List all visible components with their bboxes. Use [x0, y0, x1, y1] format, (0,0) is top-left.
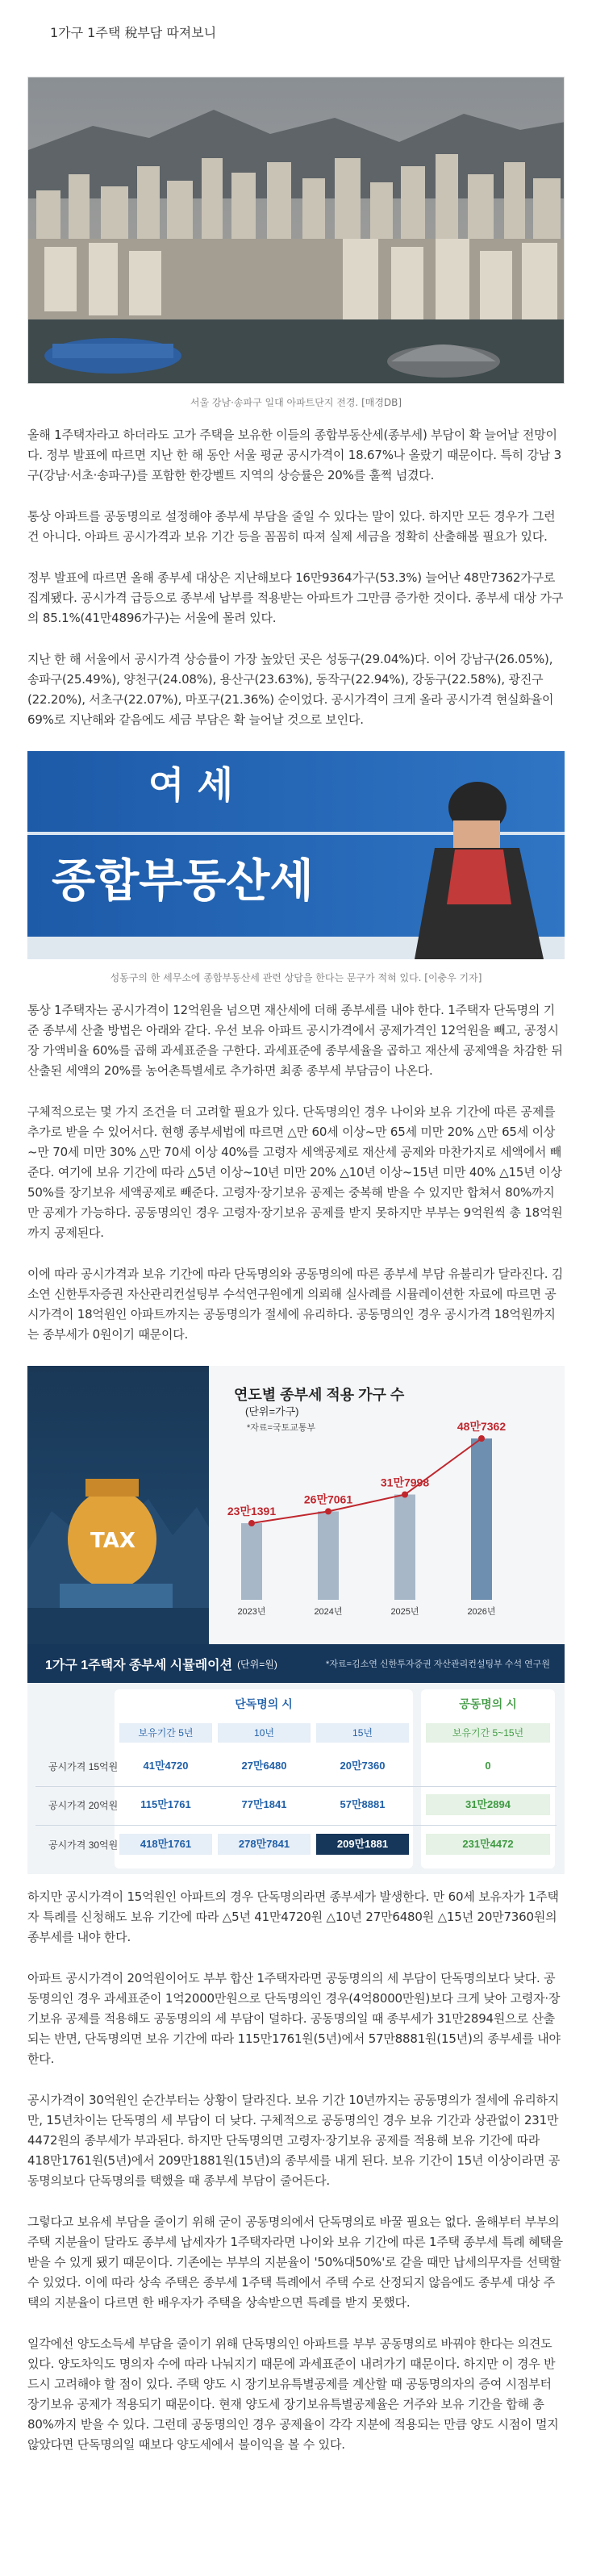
table-cell: 57만8881	[340, 1798, 386, 1810]
col-header: 10년	[218, 1723, 311, 1743]
chart-point	[478, 1435, 485, 1442]
paragraph: 통상 아파트를 공동명의로 설정해야 종부세 부담을 줄일 수 있다는 말이 있다. 하지만 모든 경우가 그런 건 아니다. 아파트 공시가격과 보유 기간 등을 꼼꼼히 따져 실제 세금을 정확히 산출해볼 필요가 있다.	[27, 509, 556, 544]
chart-data-label: 31만7998	[380, 1476, 430, 1489]
row-label: 공시가격 30억원	[48, 1839, 119, 1851]
chart-title: 연도별 종부세 적용 가구 수	[234, 1387, 405, 1403]
chart-panel	[27, 1366, 565, 1644]
chart-data-label: 48만7362	[457, 1420, 507, 1433]
simulation-header	[27, 1644, 565, 1683]
table-cell: 20만7360	[340, 1760, 386, 1772]
paragraph: 공시가격이 30억원인 순간부터는 상황이 달라진다. 보유 기간 10년까지는 공동명의가 절세에 유리하지만, 15년차이는 단독명의 세 부담이 더 낮다. 구체적으로 공동명의인 경우 보유 기간과 상관없이 231만4472원의 종부세가 부과된다. 하지만 단독명의면 고령자·장기보유 공제를 적용해 보유 기간에 따라 418만1761원(5년)에서 209만1881원(15년)의 종부세를 내게 된다. 보유 기간이 15년 이상이라면 공동명의보다 단독명의를 택했을 때 종부세 부담이 줄어든다.	[27, 2093, 561, 2188]
chart-source: *자료=국토교통부	[247, 1423, 316, 1433]
chart-point	[325, 1508, 331, 1514]
table-cell: 0	[485, 1760, 491, 1772]
sign-text: 종합부동산세	[52, 855, 314, 908]
table-cell-highlight: 31만2894	[426, 1794, 550, 1815]
chart-bar	[318, 1511, 339, 1600]
chart-point	[402, 1492, 408, 1498]
paragraph: 정부 발표에 따르면 올해 종부세 대상은 지난해보다 16만9364가구(53.3%) 늘어난 48만7362가구로 집계됐다. 공시가격 급등으로 종부세 납부를 적용받는 아파트가 그만큼 증가한 것이다. 종부세 대상 가구의 85.1%(41만4896가구)는 서울에 몰려 있다.	[27, 570, 564, 625]
svg-text:TAX: TAX	[90, 1529, 135, 1553]
simulation-table	[27, 1683, 565, 1874]
chart-data-label: 26만7061	[303, 1493, 353, 1506]
photo-apartment-complex	[27, 77, 565, 384]
paragraph: 그렇다고 보유세 부담을 줄이기 위해 굳이 공동명의에서 단독명의로 바꿀 필요는 없다. 올해부터 부부의 주택 지분율이 달라도 종부세 납세자가 1주택자라면 나이와 보유 기간에 따른 1주택 종부세 특례 혜택을 받을 수 있게 됐기 때문이다. 기존에는 부부의 지분율이 '50%대50%'로 같을 때만 납세의무자를 선택할 수 있었다. 이에 따라 상속 주택은 종부세 1주택 특례에서 주택 수로 산정되지 않음에도 종부세 대상 주택의 지분율이 다르면 한 배우자가 주택을 상속받으면 특례를 받지 못했다.	[27, 2215, 563, 2310]
table-cell-highlight: 209만1881	[316, 1834, 409, 1855]
group-joint-ownership: 공동명의 시	[459, 1697, 517, 1710]
paragraph: 아파트 공시가격이 20억원이어도 부부 합산 1주택자라면 공동명의의 세 부담이 단독명의보다 낮다. 공동명의인 경우 과세표준이 1억2000만원으로 단독명의인 경우(4억8000만원)보다 크게 낮아 고령자·장기보유 공제를 적용해도 공동명의의 세 부담이 덜하다. 공동명의일 때 종부세가 31만2894원으로 산출되는 반면, 단독명의면 보유 기간에 따라 115만1761원(5년)에서 57만8881원(15년)의 종부세를 내야 한다.	[27, 1971, 561, 2066]
tax-illustration	[27, 1479, 209, 1644]
row-label: 공시가격 15억원	[48, 1761, 119, 1772]
paragraph: 올해 1주택자라고 하더라도 고가 주택을 보유한 이들의 종합부동산세(종부세) 부담이 확 늘어날 전망이다. 정부 발표에 따르면 지난 한 해 동안 서울 평균 공시가격이 18.67%나 올랐기 때문이다. 특히 강남 3구(강남·서초·송파구)를 포함한 한강벨트 지역의 상승률은 20%를 훌쩍 넘겼다.	[27, 428, 562, 482]
chart-x-tick: 2024년	[314, 1607, 343, 1617]
paragraph: 구체적으로는 몇 가지 조건을 더 고려할 필요가 있다. 단독명의인 경우 나이와 보유 기간에 따른 공제를 추가로 받을 수 있어서다. 현행 종부세법에 따르면 △만 60세 이상~만 65세 미만 20% △만 65세 이상~만 70세 미만 30% △만 70세 이상 40%를 고령자 세액공제로 재산세 공제와 마찬가지로 세액에서 빼준다. 여기에 보유 기간에 따라 △5년 이상~10년 미만 20% △10년 이상~15년 미만 40% △15년 이상 50%를 장기보유 세액공제로 빼준다. 고령자·장기보유 공제는 중복해 받을 수 있지만 합쳐서 80%까지만 공제가 가능하다. 공동명의인 경우 고령자·장기보유 공제를 받지 못하지만 부부는 9억원씩 총 18억원까지 공제된다.	[27, 1104, 563, 1240]
table-cell-highlight: 418만1761	[119, 1834, 212, 1855]
paragraph: 지난 한 해 서울에서 공시가격 상승률이 가장 높았던 곳은 성동구(29.04%)다. 이어 강남구(26.05%), 송파구(25.49%), 양천구(24.08%), 용산구(23.63%), 동작구(22.94%), 강동구(22.58%), 광진구(22.20%), 서초구(22.07%), 마포구(21.36%) 순이었다. 공시가격이 크게 올라 공시가격 현실화율이 69%로 지난해와 같음에도 세금 부담은 확 늘어날 것으로 보인다.	[27, 652, 554, 727]
article-headline: 1가구 1주택 稅부담 따져보니	[50, 25, 217, 40]
row-label: 공시가격 20억원	[48, 1800, 119, 1811]
table-cell: 115만1761	[140, 1798, 191, 1810]
paragraph: 통상 1주택자는 공시가격이 12억원을 넘으면 재산세에 더해 종부세를 내야 한다. 1주택자 단독명의 기준 종부세 산출 방법은 아래와 같다. 우선 보유 아파트 공시가격에서 공제가격인 12억원을 빼고, 공정시장 가액비율 60%를 곱해 과세표준을 구한다. 과세표준에 종부세율을 곱하고 재산세 공제액을 차감한 뒤 산출된 세액의 20%를 농어촌특별세로 추가하면 최종 종부세 부담금이 나온다.	[27, 1003, 563, 1078]
chart-data-label: 23만1391	[227, 1505, 277, 1518]
chart-unit: (단위=가구)	[245, 1405, 299, 1417]
chart-point	[248, 1520, 255, 1526]
col-header: 보유기간 5~15년	[426, 1723, 550, 1743]
paragraph: 이에 따라 공시가격과 보유 기간에 따라 단독명의와 공동명의에 따른 종부세 부담 유불리가 달라진다. 김소연 신한투자증권 자산관리컨설팅부 수석연구원에게 의뢰해 실사례를 시뮬레이션한 자료에 따르면 공시가격이 18억원인 아파트까지는 공동명의가 절세에 유리하다. 공동명의인 경우 공시가격 18억원까지는 종부세가 0원이기 때문이다.	[27, 1267, 564, 1342]
table-cell-highlight: 278만7841	[218, 1834, 311, 1855]
table-cell: 41만4720	[143, 1760, 189, 1772]
col-header: 15년	[316, 1723, 409, 1743]
chart-x-tick: 2023년	[237, 1607, 266, 1617]
simulation-title: 1가구 1주택자 종부세 시뮬레이션	[45, 1658, 233, 1672]
table-cell: 27만6480	[241, 1760, 287, 1772]
photo2-caption: 성동구의 한 세무소에 종합부동산세 관련 상담을 한다는 문구가 적혀 있다. [이충우 기자]	[110, 972, 482, 983]
table-cell: 77만1841	[241, 1798, 287, 1810]
sign-text-top: 여 세	[148, 763, 233, 807]
table-cell-highlight: 231만4472	[426, 1834, 550, 1855]
infographic	[27, 1366, 565, 1874]
paragraph: 일각에선 양도소득세 부담을 줄이기 위해 단독명의인 아파트를 부부 공동명의로 바꿔야 한다는 의견도 있다. 양도차익도 명의자 수에 따라 나눠지기 때문에 과세표준이 내려가기 때문이다. 하지만 이 경우 반드시 고려해야 할 점이 있다. 주택 양도 시 장기보유특별공제를 계산할 때 공동명의자의 증여 시점부터 장기보유 공제가 적용되기 때문이다. 현재 양도세 장기보유특별공제율은 거주와 보유 기간을 합해 총 80%까지 받을 수 있다. 그런데 공동명의인 경우 공제율이 각각 지분에 적용되는 만큼 양도 시점이 멀지 않았다면 단독명의일 때보다 양도세에서 불이익을 볼 수 있다.	[27, 2336, 559, 2452]
photo-tax-office-sign	[27, 751, 565, 959]
photo1-caption: 서울 강남·송파구 일대 아파트단지 전경. [매경DB]	[190, 397, 402, 408]
paragraph: 하지만 공시가격이 15억원인 아파트의 경우 단독명의라면 종부세가 발생한다. 만 60세 보유자가 1주택자 특례를 신청해도 보유 기간에 따라 △5년 41만4720원 △10년 27만6480원 △15년 20만7360원의 종부세를 내야 한다.	[27, 1889, 559, 1944]
chart-bar	[471, 1438, 492, 1600]
chart-bar	[394, 1495, 415, 1600]
chart-x-tick: 2026년	[467, 1607, 496, 1617]
simulation-unit: (단위=원)	[237, 1658, 277, 1670]
simulation-source: *자료=김소연 신한투자증권 자산관리컨설팅부 수석 연구원	[326, 1660, 550, 1669]
chart-bar	[241, 1523, 262, 1600]
col-header: 보유기간 5년	[119, 1723, 212, 1743]
chart-x-tick: 2025년	[390, 1607, 419, 1617]
group-single-ownership: 단독명의 시	[235, 1697, 293, 1710]
